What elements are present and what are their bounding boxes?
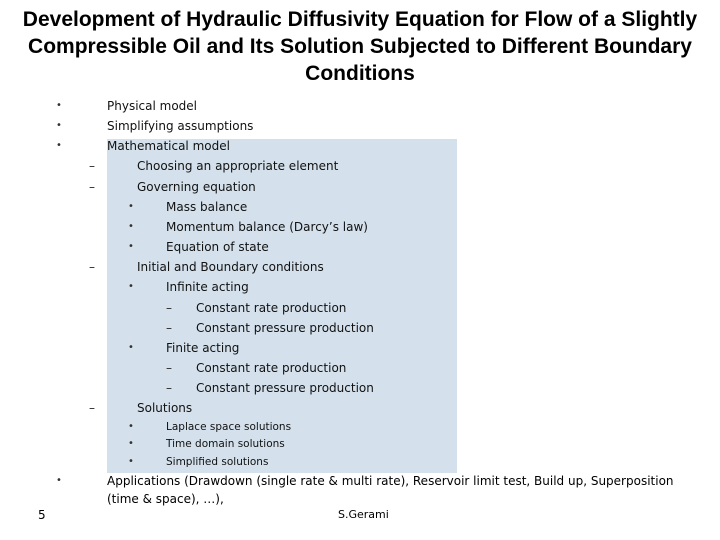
dash-marker: –: [166, 381, 172, 395]
outline-item-mathematical-model: Mathematical model: [107, 139, 230, 153]
outline-item-momentum-balance: Momentum balance (Darcy’s law): [166, 220, 368, 234]
outline-item-inf-constant-rate: Constant rate production: [196, 301, 347, 315]
bullet-marker: •: [128, 421, 134, 432]
bullet-marker: •: [128, 201, 134, 212]
outline-item-physical-model: Physical model: [107, 99, 197, 113]
outline-item-applications: Applications (Drawdown (single rate & multi rate), Reservoir limit test, Build up, Superposition (time & space), …),: [107, 474, 674, 506]
bullet-marker: •: [128, 281, 134, 292]
outline-item-infinite-acting: Infinite acting: [166, 280, 249, 294]
dash-marker: –: [166, 301, 172, 315]
outline-item-simplifying-assumptions: Simplifying assumptions: [107, 119, 254, 133]
slide-title: Development of Hydraulic Diffusivity Equation for Flow of a Slightly Compressible Oil and Its Solution Subjected to Different Boundary Conditions: [22, 8, 698, 85]
bullet-marker: •: [128, 456, 134, 467]
bullet-marker: •: [56, 140, 62, 151]
dash-marker: –: [89, 159, 95, 173]
outline-item-fin-constant-rate: Constant rate production: [196, 361, 347, 375]
outline-item-inf-constant-pressure: Constant pressure production: [196, 321, 374, 335]
bullet-marker: •: [128, 438, 134, 449]
outline-item-simplified: Simplified solutions: [166, 456, 269, 468]
outline-item-laplace: Laplace space solutions: [166, 421, 292, 433]
author-footer: S.Gerami: [338, 508, 389, 521]
dash-marker: –: [89, 180, 95, 194]
bullet-marker: •: [56, 120, 62, 131]
dash-marker: –: [166, 321, 172, 335]
outline-item-fin-constant-pressure: Constant pressure production: [196, 381, 374, 395]
bullet-marker: •: [128, 342, 134, 353]
outline-item-governing-equation: Governing equation: [137, 180, 256, 194]
dash-marker: –: [89, 401, 95, 415]
bullet-marker: •: [56, 475, 62, 486]
outline-item-time-domain: Time domain solutions: [166, 438, 285, 450]
dash-marker: –: [166, 361, 172, 375]
bullet-marker: •: [128, 241, 134, 252]
dash-marker: –: [89, 260, 95, 274]
outline-item-initial-boundary: Initial and Boundary conditions: [137, 260, 324, 274]
outline-item-choosing-element: Choosing an appropriate element: [137, 159, 339, 173]
outline-item-solutions: Solutions: [137, 401, 193, 415]
bullet-marker: •: [128, 221, 134, 232]
bullet-marker: •: [56, 100, 62, 111]
page-number: 5: [38, 508, 46, 522]
outline-item-mass-balance: Mass balance: [166, 200, 248, 214]
outline-item-finite-acting: Finite acting: [166, 341, 240, 355]
outline-item-equation-of-state: Equation of state: [166, 240, 269, 254]
